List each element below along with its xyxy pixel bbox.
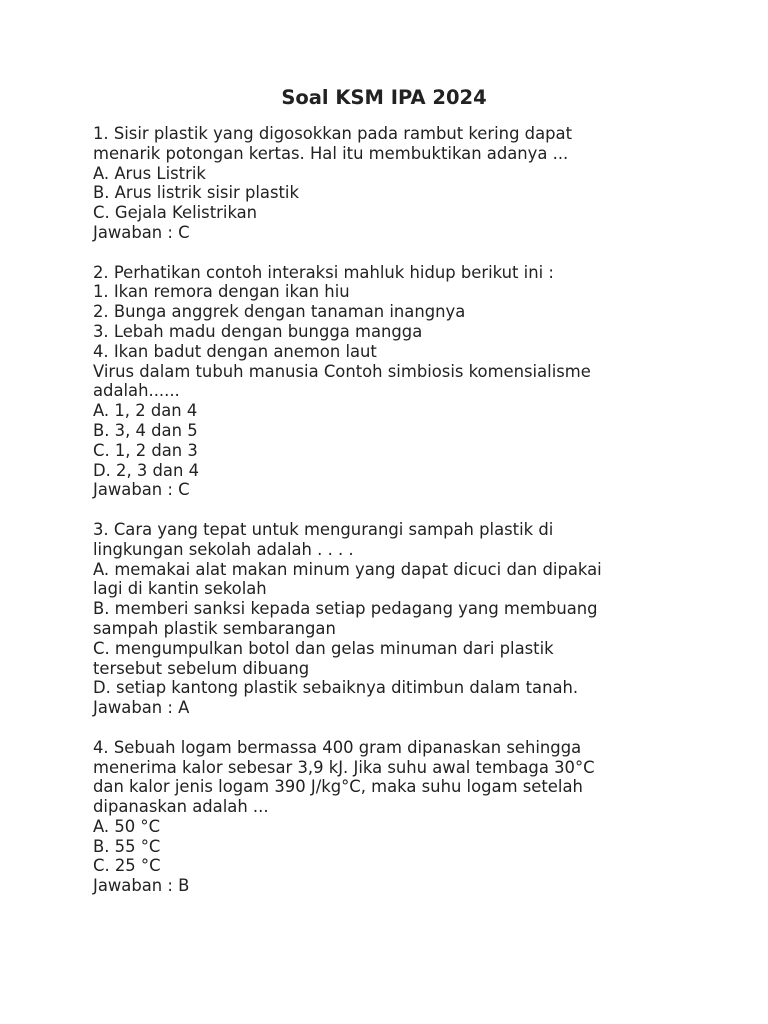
question-text: menerima kalor sebesar 3,9 kJ. Jika suhu awal tembaga 30°C [93,757,595,777]
answer-option: B. Arus listrik sisir plastik [93,183,299,203]
question-text: lingkungan sekolah adalah . . . . [93,539,354,559]
question-text: 3. Cara yang tepat untuk mengurangi sampah plastik di [93,519,554,539]
question-2 [93,263,693,501]
question-text: 1. Sisir plastik yang digosokkan pada rambut kering dapat [93,124,573,143]
answer-option: lagi di kantin sekolah [93,579,267,599]
question-text: 2. Perhatikan contoh interaksi mahluk hidup berikut ini : [93,262,554,282]
answer-option: C. mengumpulkan botol dan gelas minuman dari plastik [93,638,554,658]
question-text: dan kalor jenis logam 390 J/kg°C, maka suhu logam setelah [93,777,583,797]
answer-option: A. 50 °C [93,816,161,836]
answer-key: Jawaban : C [93,222,190,242]
question-list [93,124,693,916]
question-4 [93,738,693,896]
answer-option: sampah plastik sembarangan [93,618,336,638]
answer-option: C. 1, 2 dan 3 [93,440,198,460]
answer-option: A. Arus Listrik [93,163,206,183]
answer-option: A. 1, 2 dan 4 [93,401,198,421]
answer-key: Jawaban : C [93,480,190,500]
question-item: 4. Ikan badut dengan anemon laut [93,341,377,361]
answer-option: tersebut sebelum dibuang [93,658,310,678]
answer-option: D. setiap kantong plastik sebaiknya ditimbun dalam tanah. [93,678,579,698]
answer-option: B. memberi sanksi kepada setiap pedagang yang membuang [93,599,598,619]
answer-option: C. Gejala Kelistrikan [93,203,258,223]
question-text: adalah...... [93,381,180,401]
question-item: 3. Lebah madu dengan bungga mangga [93,321,423,341]
question-item: 1. Ikan remora dengan ikan hiu [93,282,350,302]
answer-key: Jawaban : A [93,698,190,718]
answer-option: A. memakai alat makan minum yang dapat dicuci dan dipakai [93,559,602,579]
answer-option: B. 3, 4 dan 5 [93,420,198,440]
answer-option: B. 55 °C [93,836,161,856]
question-text: 4. Sebuah logam bermassa 400 gram dipanaskan sehingga [93,737,582,757]
answer-key: Jawaban : B [93,876,190,896]
question-3 [93,520,693,718]
document-title: Soal KSM IPA 2024 [281,86,487,109]
question-1 [93,124,693,243]
question-item: 2. Bunga anggrek dengan tanaman inangnya [93,302,466,322]
answer-option: D. 2, 3 dan 4 [93,460,200,480]
question-text: menarik potongan kertas. Hal itu membuktikan adanya ... [93,143,569,163]
answer-option: C. 25 °C [93,856,161,876]
question-text: Virus dalam tubuh manusia Contoh simbiosis komensialisme [93,361,591,381]
question-text: dipanaskan adalah ... [93,797,269,817]
